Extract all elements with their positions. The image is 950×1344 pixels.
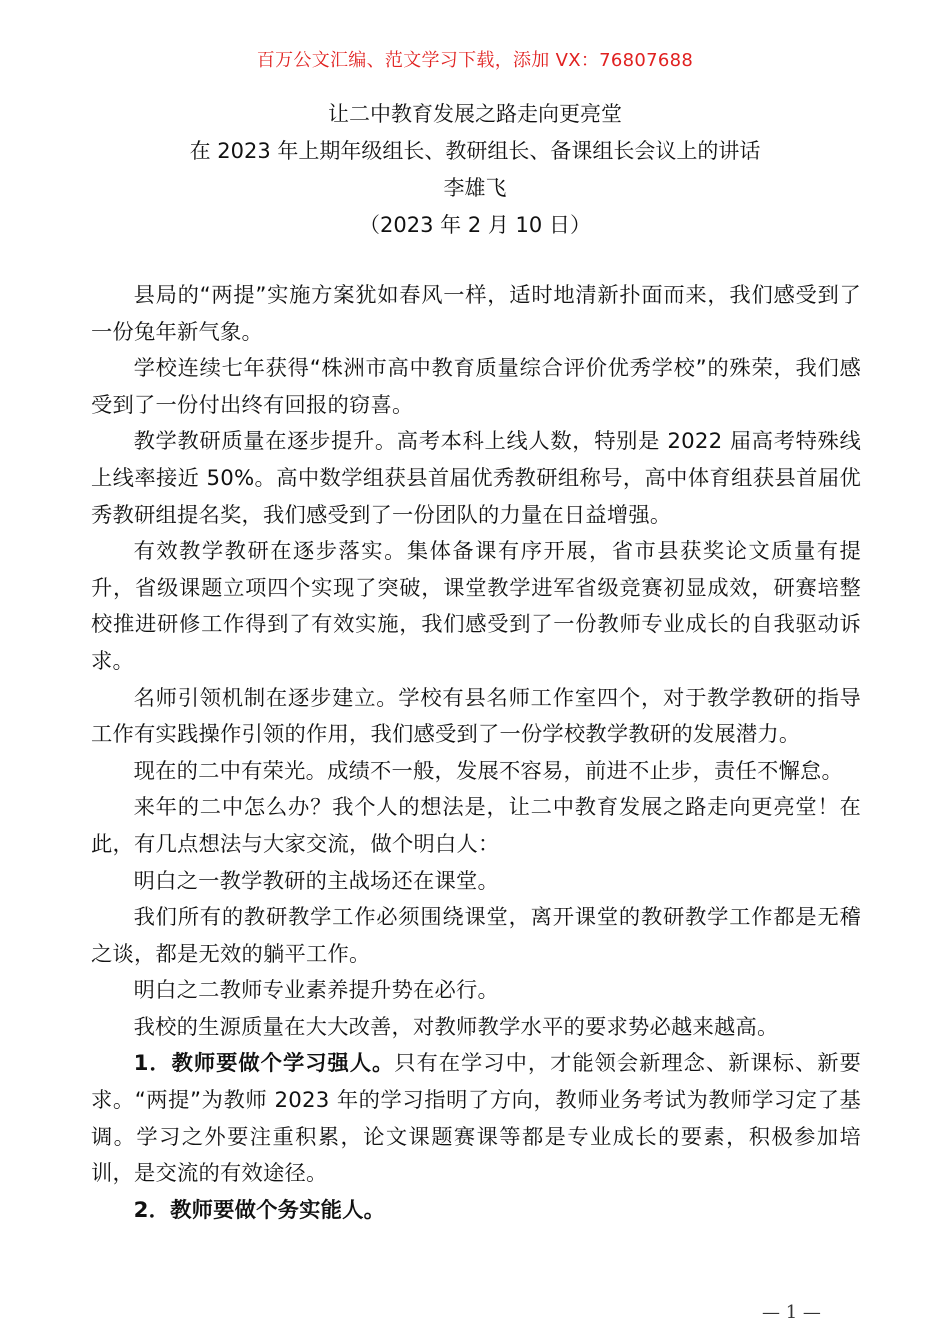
paragraph: 县局的“两提”实施方案犹如春风一样，适时地清新扑面而来，我们感受到了一份兔年新气象。 <box>91 283 861 345</box>
numbered-point-heading: 1．教师要做个学习强人。 <box>133 1051 395 1077</box>
watermark-banner: 百万公文汇编、范文学习下载，添加 VX：76807688 <box>256 50 694 71</box>
paragraph: 名师引领机制在逐步建立。学校有县名师工作室四个，对于教学教研的指导工作有实践操作引领的作用，我们感受到了一份学校教学教研的发展潜力。 <box>91 685 861 748</box>
document-body <box>91 278 861 1229</box>
document-author: 李雄飞 <box>443 176 507 200</box>
paragraph: 我校的生源质量在大大改善，对教师教学水平的要求势必越来越高。 <box>133 1014 779 1040</box>
paragraph: 有效教学教研在逐步落实。集体备课有序开展，省市县获奖论文质量有提升，省级课题立项四个实现了突破，课堂教学进军省级竞赛初显成效，研赛培整校推进研修工作得到了有效实施，我们感受到了一份教师专业成长的自我驱动诉求。 <box>91 539 861 674</box>
document-header <box>0 96 950 244</box>
numbered-paragraph <box>91 1046 861 1192</box>
section-heading: 明白之一教学教研的主战场还在课堂。 <box>133 868 500 894</box>
paragraph: 我们所有的教研教学工作必须围绕课堂，离开课堂的教研教学工作都是无稽之谈，都是无效的躺平工作。 <box>91 905 861 967</box>
document-title: 让二中教育发展之路走向更亮堂 <box>328 102 622 126</box>
paragraph: 学校连续七年获得“株洲市高中教育质量综合评价优秀学校”的殊荣，我们感受到了一份付出终有回报的窃喜。 <box>91 356 861 418</box>
document-subtitle: 在 2023 年上期年级组长、教研组长、备课组长会议上的讲话 <box>189 139 761 163</box>
numbered-paragraph <box>91 1193 861 1230</box>
paragraph: 来年的二中怎么办？我个人的想法是，让二中教育发展之路走向更亮堂！在此，有几点想法与大家交流，做个明白人： <box>91 795 861 857</box>
paragraph-text: 只有在学习中，才能领会新理念、新课标、新要求。“两提”为教师 2023 年的学习指明了方向，教师业务考试为教师学习定了基调。学习之外要注重积累，论文课题赛课等都是专业成长的要素，积极参加培训，是交流的有效途径。 <box>91 1051 861 1187</box>
document-date: （2023 年 2 月 10 日） <box>359 213 591 237</box>
paragraph: 教学教研质量在逐步提升。高考本科上线人数，特别是 2022 届高考特殊线上线率接近 50%。高中数学组获县首届优秀教研组称号，高中体育组获县首届优秀教研组提名奖，我们感受到了一份团队的力量在日益增强。 <box>91 429 861 528</box>
paragraph: 现在的二中有荣光。成绩不一般，发展不容易，前进不止步，责任不懈怠。 <box>133 758 843 784</box>
numbered-point-heading: 2．教师要做个务实能人。 <box>133 1197 386 1223</box>
page-number: — 1 — <box>762 1302 821 1323</box>
section-heading: 明白之二教师专业素养提升势在必行。 <box>133 978 500 1004</box>
